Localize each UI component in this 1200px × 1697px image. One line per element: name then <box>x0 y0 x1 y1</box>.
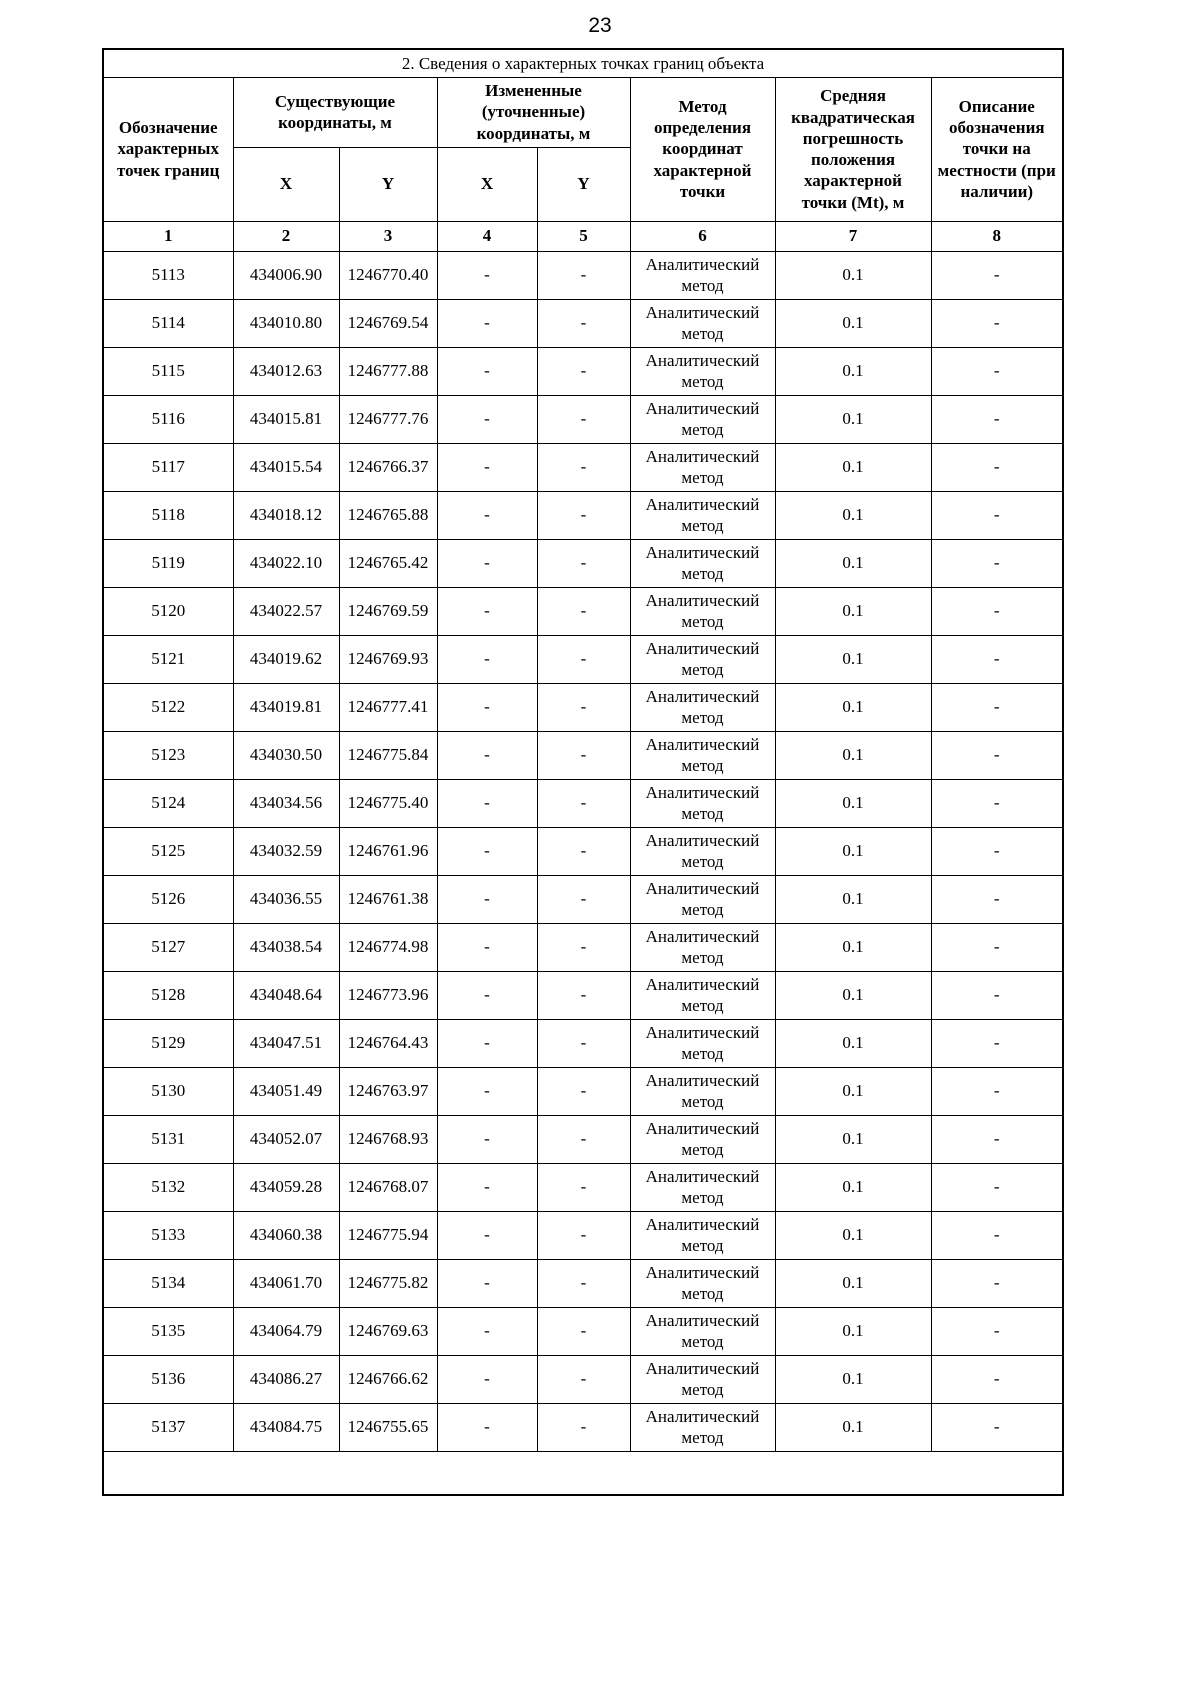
cell-point: 5128 <box>103 971 233 1019</box>
cell-y-changed: - <box>537 539 630 587</box>
cell-x-existing: 434061.70 <box>233 1259 339 1307</box>
cell-point: 5127 <box>103 923 233 971</box>
cell-y-changed: - <box>537 1259 630 1307</box>
header-error: Средняя квадратическая погрешность положения характерной точки (Mt), м <box>775 77 931 221</box>
table-row <box>103 1115 1063 1163</box>
cell-y-changed: - <box>537 971 630 1019</box>
cell-y-existing: 1246775.40 <box>339 779 437 827</box>
cell-y-existing: 1246773.96 <box>339 971 437 1019</box>
cell-x-existing: 434015.81 <box>233 395 339 443</box>
cell-x-changed: - <box>437 875 537 923</box>
cell-y-existing: 1246766.37 <box>339 443 437 491</box>
cell-x-changed: - <box>437 299 537 347</box>
cell-y-existing: 1246777.88 <box>339 347 437 395</box>
cell-description: - <box>931 491 1063 539</box>
cell-description: - <box>931 1259 1063 1307</box>
cell-y-changed: - <box>537 1307 630 1355</box>
header-changed-coordinates: Измененные (уточненные) координаты, м <box>437 77 630 147</box>
empty-cell <box>103 1451 1063 1495</box>
cell-x-changed: - <box>437 491 537 539</box>
cell-description: - <box>931 683 1063 731</box>
cell-method: Аналитический метод <box>630 635 775 683</box>
cell-point: 5114 <box>103 299 233 347</box>
cell-x-changed: - <box>437 683 537 731</box>
cell-y-existing: 1246775.82 <box>339 1259 437 1307</box>
cell-y-existing: 1246777.76 <box>339 395 437 443</box>
cell-y-changed: - <box>537 875 630 923</box>
cell-point: 5137 <box>103 1403 233 1451</box>
cell-mt: 0.1 <box>775 923 931 971</box>
cell-point: 5120 <box>103 587 233 635</box>
cell-y-changed: - <box>537 1019 630 1067</box>
cell-description: - <box>931 1163 1063 1211</box>
cell-y-changed: - <box>537 587 630 635</box>
cell-point: 5133 <box>103 1211 233 1259</box>
cell-x-existing: 434019.62 <box>233 635 339 683</box>
table-row <box>103 1019 1063 1067</box>
cell-y-changed: - <box>537 1163 630 1211</box>
cell-x-changed: - <box>437 347 537 395</box>
cell-mt: 0.1 <box>775 347 931 395</box>
cell-point: 5119 <box>103 539 233 587</box>
header-point-designation: Обозначение характерных точек границ <box>103 77 233 221</box>
cell-method: Аналитический метод <box>630 1211 775 1259</box>
cell-method: Аналитический метод <box>630 587 775 635</box>
cell-y-existing: 1246769.93 <box>339 635 437 683</box>
table-row <box>103 299 1063 347</box>
cell-x-existing: 434064.79 <box>233 1307 339 1355</box>
cell-description: - <box>931 1307 1063 1355</box>
cell-x-existing: 434010.80 <box>233 299 339 347</box>
table-row <box>103 683 1063 731</box>
cell-x-changed: - <box>437 1163 537 1211</box>
cell-y-changed: - <box>537 779 630 827</box>
cell-point: 5134 <box>103 1259 233 1307</box>
table-row <box>103 395 1063 443</box>
cell-y-existing: 1246761.38 <box>339 875 437 923</box>
cell-x-changed: - <box>437 395 537 443</box>
table-row <box>103 1259 1063 1307</box>
cell-mt: 0.1 <box>775 299 931 347</box>
cell-description: - <box>931 347 1063 395</box>
caption-row <box>103 49 1063 77</box>
cell-method: Аналитический метод <box>630 251 775 299</box>
cell-y-existing: 1246769.59 <box>339 587 437 635</box>
cell-description: - <box>931 587 1063 635</box>
table-row <box>103 971 1063 1019</box>
table-row <box>103 347 1063 395</box>
column-number: 4 <box>437 221 537 251</box>
cell-y-changed: - <box>537 683 630 731</box>
table-row <box>103 1403 1063 1451</box>
cell-mt: 0.1 <box>775 1163 931 1211</box>
cell-point: 5135 <box>103 1307 233 1355</box>
table-header <box>103 49 1063 251</box>
cell-point: 5129 <box>103 1019 233 1067</box>
table-row <box>103 539 1063 587</box>
page-number: 23 <box>588 14 612 37</box>
cell-y-existing: 1246768.07 <box>339 1163 437 1211</box>
table-caption: 2. Сведения о характерных точках границ объекта <box>103 49 1063 77</box>
header-description: Описание обозначения точки на местности (при наличии) <box>931 77 1063 221</box>
cell-x-existing: 434006.90 <box>233 251 339 299</box>
cell-mt: 0.1 <box>775 1115 931 1163</box>
cell-method: Аналитический метод <box>630 779 775 827</box>
cell-method: Аналитический метод <box>630 299 775 347</box>
cell-point: 5124 <box>103 779 233 827</box>
cell-description: - <box>931 539 1063 587</box>
cell-method: Аналитический метод <box>630 395 775 443</box>
cell-method: Аналитический метод <box>630 491 775 539</box>
cell-y-changed: - <box>537 731 630 779</box>
cell-mt: 0.1 <box>775 395 931 443</box>
table-row <box>103 251 1063 299</box>
cell-mt: 0.1 <box>775 491 931 539</box>
cell-y-changed: - <box>537 1211 630 1259</box>
cell-description: - <box>931 1019 1063 1067</box>
cell-x-changed: - <box>437 1307 537 1355</box>
cell-x-existing: 434038.54 <box>233 923 339 971</box>
cell-x-changed: - <box>437 1403 537 1451</box>
cell-mt: 0.1 <box>775 779 931 827</box>
cell-point: 5113 <box>103 251 233 299</box>
cell-method: Аналитический метод <box>630 683 775 731</box>
cell-x-changed: - <box>437 1355 537 1403</box>
cell-mt: 0.1 <box>775 683 931 731</box>
cell-y-changed: - <box>537 1355 630 1403</box>
cell-x-existing: 434059.28 <box>233 1163 339 1211</box>
cell-mt: 0.1 <box>775 539 931 587</box>
cell-x-changed: - <box>437 539 537 587</box>
cell-description: - <box>931 1211 1063 1259</box>
cell-point: 5132 <box>103 1163 233 1211</box>
table-row <box>103 491 1063 539</box>
cell-mt: 0.1 <box>775 1259 931 1307</box>
cell-x-existing: 434060.38 <box>233 1211 339 1259</box>
cell-point: 5136 <box>103 1355 233 1403</box>
table-row <box>103 827 1063 875</box>
header-row-groups <box>103 77 1063 147</box>
cell-method: Аналитический метод <box>630 1355 775 1403</box>
cell-description: - <box>931 251 1063 299</box>
cell-x-existing: 434022.10 <box>233 539 339 587</box>
column-numbers-row <box>103 221 1063 251</box>
points-table-body <box>103 251 1063 1451</box>
cell-description: - <box>931 827 1063 875</box>
cell-x-changed: - <box>437 251 537 299</box>
cell-y-existing: 1246775.84 <box>339 731 437 779</box>
column-number: 3 <box>339 221 437 251</box>
cell-mt: 0.1 <box>775 1211 931 1259</box>
cell-point: 5123 <box>103 731 233 779</box>
cell-y-existing: 1246763.97 <box>339 1067 437 1115</box>
cell-y-changed: - <box>537 491 630 539</box>
cell-y-existing: 1246755.65 <box>339 1403 437 1451</box>
cell-x-existing: 434084.75 <box>233 1403 339 1451</box>
cell-y-changed: - <box>537 635 630 683</box>
cell-x-existing: 434051.49 <box>233 1067 339 1115</box>
cell-method: Аналитический метод <box>630 1163 775 1211</box>
cell-description: - <box>931 923 1063 971</box>
table-row <box>103 443 1063 491</box>
cell-x-changed: - <box>437 1259 537 1307</box>
cell-mt: 0.1 <box>775 971 931 1019</box>
cell-point: 5121 <box>103 635 233 683</box>
cell-method: Аналитический метод <box>630 1067 775 1115</box>
cell-point: 5126 <box>103 875 233 923</box>
cell-mt: 0.1 <box>775 875 931 923</box>
cell-y-existing: 1246761.96 <box>339 827 437 875</box>
cell-x-existing: 434034.56 <box>233 779 339 827</box>
cell-method: Аналитический метод <box>630 1403 775 1451</box>
cell-x-changed: - <box>437 1019 537 1067</box>
cell-point: 5115 <box>103 347 233 395</box>
cell-x-existing: 434030.50 <box>233 731 339 779</box>
cell-x-existing: 434015.54 <box>233 443 339 491</box>
cell-point: 5131 <box>103 1115 233 1163</box>
cell-method: Аналитический метод <box>630 539 775 587</box>
cell-point: 5130 <box>103 1067 233 1115</box>
cell-mt: 0.1 <box>775 731 931 779</box>
cell-y-existing: 1246765.42 <box>339 539 437 587</box>
table-row <box>103 1355 1063 1403</box>
table-row <box>103 779 1063 827</box>
cell-x-changed: - <box>437 779 537 827</box>
cell-point: 5117 <box>103 443 233 491</box>
cell-x-existing: 434052.07 <box>233 1115 339 1163</box>
cell-mt: 0.1 <box>775 1067 931 1115</box>
header-existing-coordinates: Существующие координаты, м <box>233 77 437 147</box>
boundary-points-table <box>102 48 1064 1496</box>
cell-method: Аналитический метод <box>630 731 775 779</box>
header-method: Метод определения координат характерной точки <box>630 77 775 221</box>
header-x-changed: X <box>437 147 537 221</box>
cell-y-existing: 1246765.88 <box>339 491 437 539</box>
column-number: 8 <box>931 221 1063 251</box>
cell-method: Аналитический метод <box>630 875 775 923</box>
cell-y-changed: - <box>537 1403 630 1451</box>
cell-x-existing: 434032.59 <box>233 827 339 875</box>
cell-method: Аналитический метод <box>630 1019 775 1067</box>
cell-method: Аналитический метод <box>630 827 775 875</box>
cell-mt: 0.1 <box>775 1019 931 1067</box>
cell-description: - <box>931 779 1063 827</box>
cell-y-changed: - <box>537 443 630 491</box>
cell-x-changed: - <box>437 443 537 491</box>
cell-point: 5122 <box>103 683 233 731</box>
table-row <box>103 731 1063 779</box>
table-row <box>103 635 1063 683</box>
cell-mt: 0.1 <box>775 827 931 875</box>
cell-x-changed: - <box>437 1067 537 1115</box>
table-row <box>103 1307 1063 1355</box>
cell-y-existing: 1246775.94 <box>339 1211 437 1259</box>
table-row <box>103 923 1063 971</box>
column-number: 1 <box>103 221 233 251</box>
cell-description: - <box>931 1403 1063 1451</box>
cell-y-changed: - <box>537 299 630 347</box>
cell-method: Аналитический метод <box>630 923 775 971</box>
column-number: 5 <box>537 221 630 251</box>
cell-x-existing: 434086.27 <box>233 1355 339 1403</box>
table-row <box>103 1211 1063 1259</box>
cell-y-changed: - <box>537 827 630 875</box>
cell-y-existing: 1246764.43 <box>339 1019 437 1067</box>
cell-x-existing: 434047.51 <box>233 1019 339 1067</box>
cell-y-existing: 1246770.40 <box>339 251 437 299</box>
cell-x-existing: 434036.55 <box>233 875 339 923</box>
cell-description: - <box>931 1355 1063 1403</box>
cell-description: - <box>931 971 1063 1019</box>
column-number: 7 <box>775 221 931 251</box>
cell-point: 5116 <box>103 395 233 443</box>
table-row <box>103 875 1063 923</box>
cell-method: Аналитический метод <box>630 971 775 1019</box>
cell-point: 5125 <box>103 827 233 875</box>
cell-y-changed: - <box>537 1067 630 1115</box>
cell-y-existing: 1246774.98 <box>339 923 437 971</box>
cell-mt: 0.1 <box>775 1307 931 1355</box>
cell-method: Аналитический метод <box>630 1115 775 1163</box>
cell-x-changed: - <box>437 587 537 635</box>
cell-mt: 0.1 <box>775 587 931 635</box>
cell-x-changed: - <box>437 1115 537 1163</box>
cell-x-changed: - <box>437 971 537 1019</box>
cell-y-changed: - <box>537 1115 630 1163</box>
cell-description: - <box>931 731 1063 779</box>
table-row <box>103 1163 1063 1211</box>
cell-method: Аналитический метод <box>630 443 775 491</box>
cell-y-existing: 1246769.54 <box>339 299 437 347</box>
cell-description: - <box>931 1067 1063 1115</box>
empty-row <box>103 1451 1063 1495</box>
column-number: 2 <box>233 221 339 251</box>
cell-x-existing: 434048.64 <box>233 971 339 1019</box>
cell-description: - <box>931 635 1063 683</box>
cell-y-changed: - <box>537 923 630 971</box>
column-number: 6 <box>630 221 775 251</box>
cell-y-existing: 1246766.62 <box>339 1355 437 1403</box>
cell-description: - <box>931 443 1063 491</box>
cell-y-existing: 1246769.63 <box>339 1307 437 1355</box>
table-footer-space <box>103 1451 1063 1495</box>
table-row <box>103 587 1063 635</box>
table-row <box>103 1067 1063 1115</box>
header-x-existing: X <box>233 147 339 221</box>
cell-y-changed: - <box>537 251 630 299</box>
cell-x-changed: - <box>437 827 537 875</box>
cell-mt: 0.1 <box>775 1355 931 1403</box>
cell-mt: 0.1 <box>775 1403 931 1451</box>
cell-x-changed: - <box>437 923 537 971</box>
cell-description: - <box>931 395 1063 443</box>
cell-x-changed: - <box>437 731 537 779</box>
cell-point: 5118 <box>103 491 233 539</box>
cell-description: - <box>931 1115 1063 1163</box>
cell-x-changed: - <box>437 1211 537 1259</box>
cell-mt: 0.1 <box>775 251 931 299</box>
cell-x-existing: 434022.57 <box>233 587 339 635</box>
cell-x-existing: 434012.63 <box>233 347 339 395</box>
cell-description: - <box>931 299 1063 347</box>
cell-y-changed: - <box>537 395 630 443</box>
cell-method: Аналитический метод <box>630 1307 775 1355</box>
cell-x-existing: 434018.12 <box>233 491 339 539</box>
header-y-existing: Y <box>339 147 437 221</box>
cell-method: Аналитический метод <box>630 1259 775 1307</box>
header-y-changed: Y <box>537 147 630 221</box>
cell-mt: 0.1 <box>775 635 931 683</box>
cell-x-changed: - <box>437 635 537 683</box>
cell-mt: 0.1 <box>775 443 931 491</box>
cell-method: Аналитический метод <box>630 347 775 395</box>
cell-description: - <box>931 875 1063 923</box>
cell-y-existing: 1246777.41 <box>339 683 437 731</box>
cell-y-changed: - <box>537 347 630 395</box>
cell-x-existing: 434019.81 <box>233 683 339 731</box>
cell-y-existing: 1246768.93 <box>339 1115 437 1163</box>
